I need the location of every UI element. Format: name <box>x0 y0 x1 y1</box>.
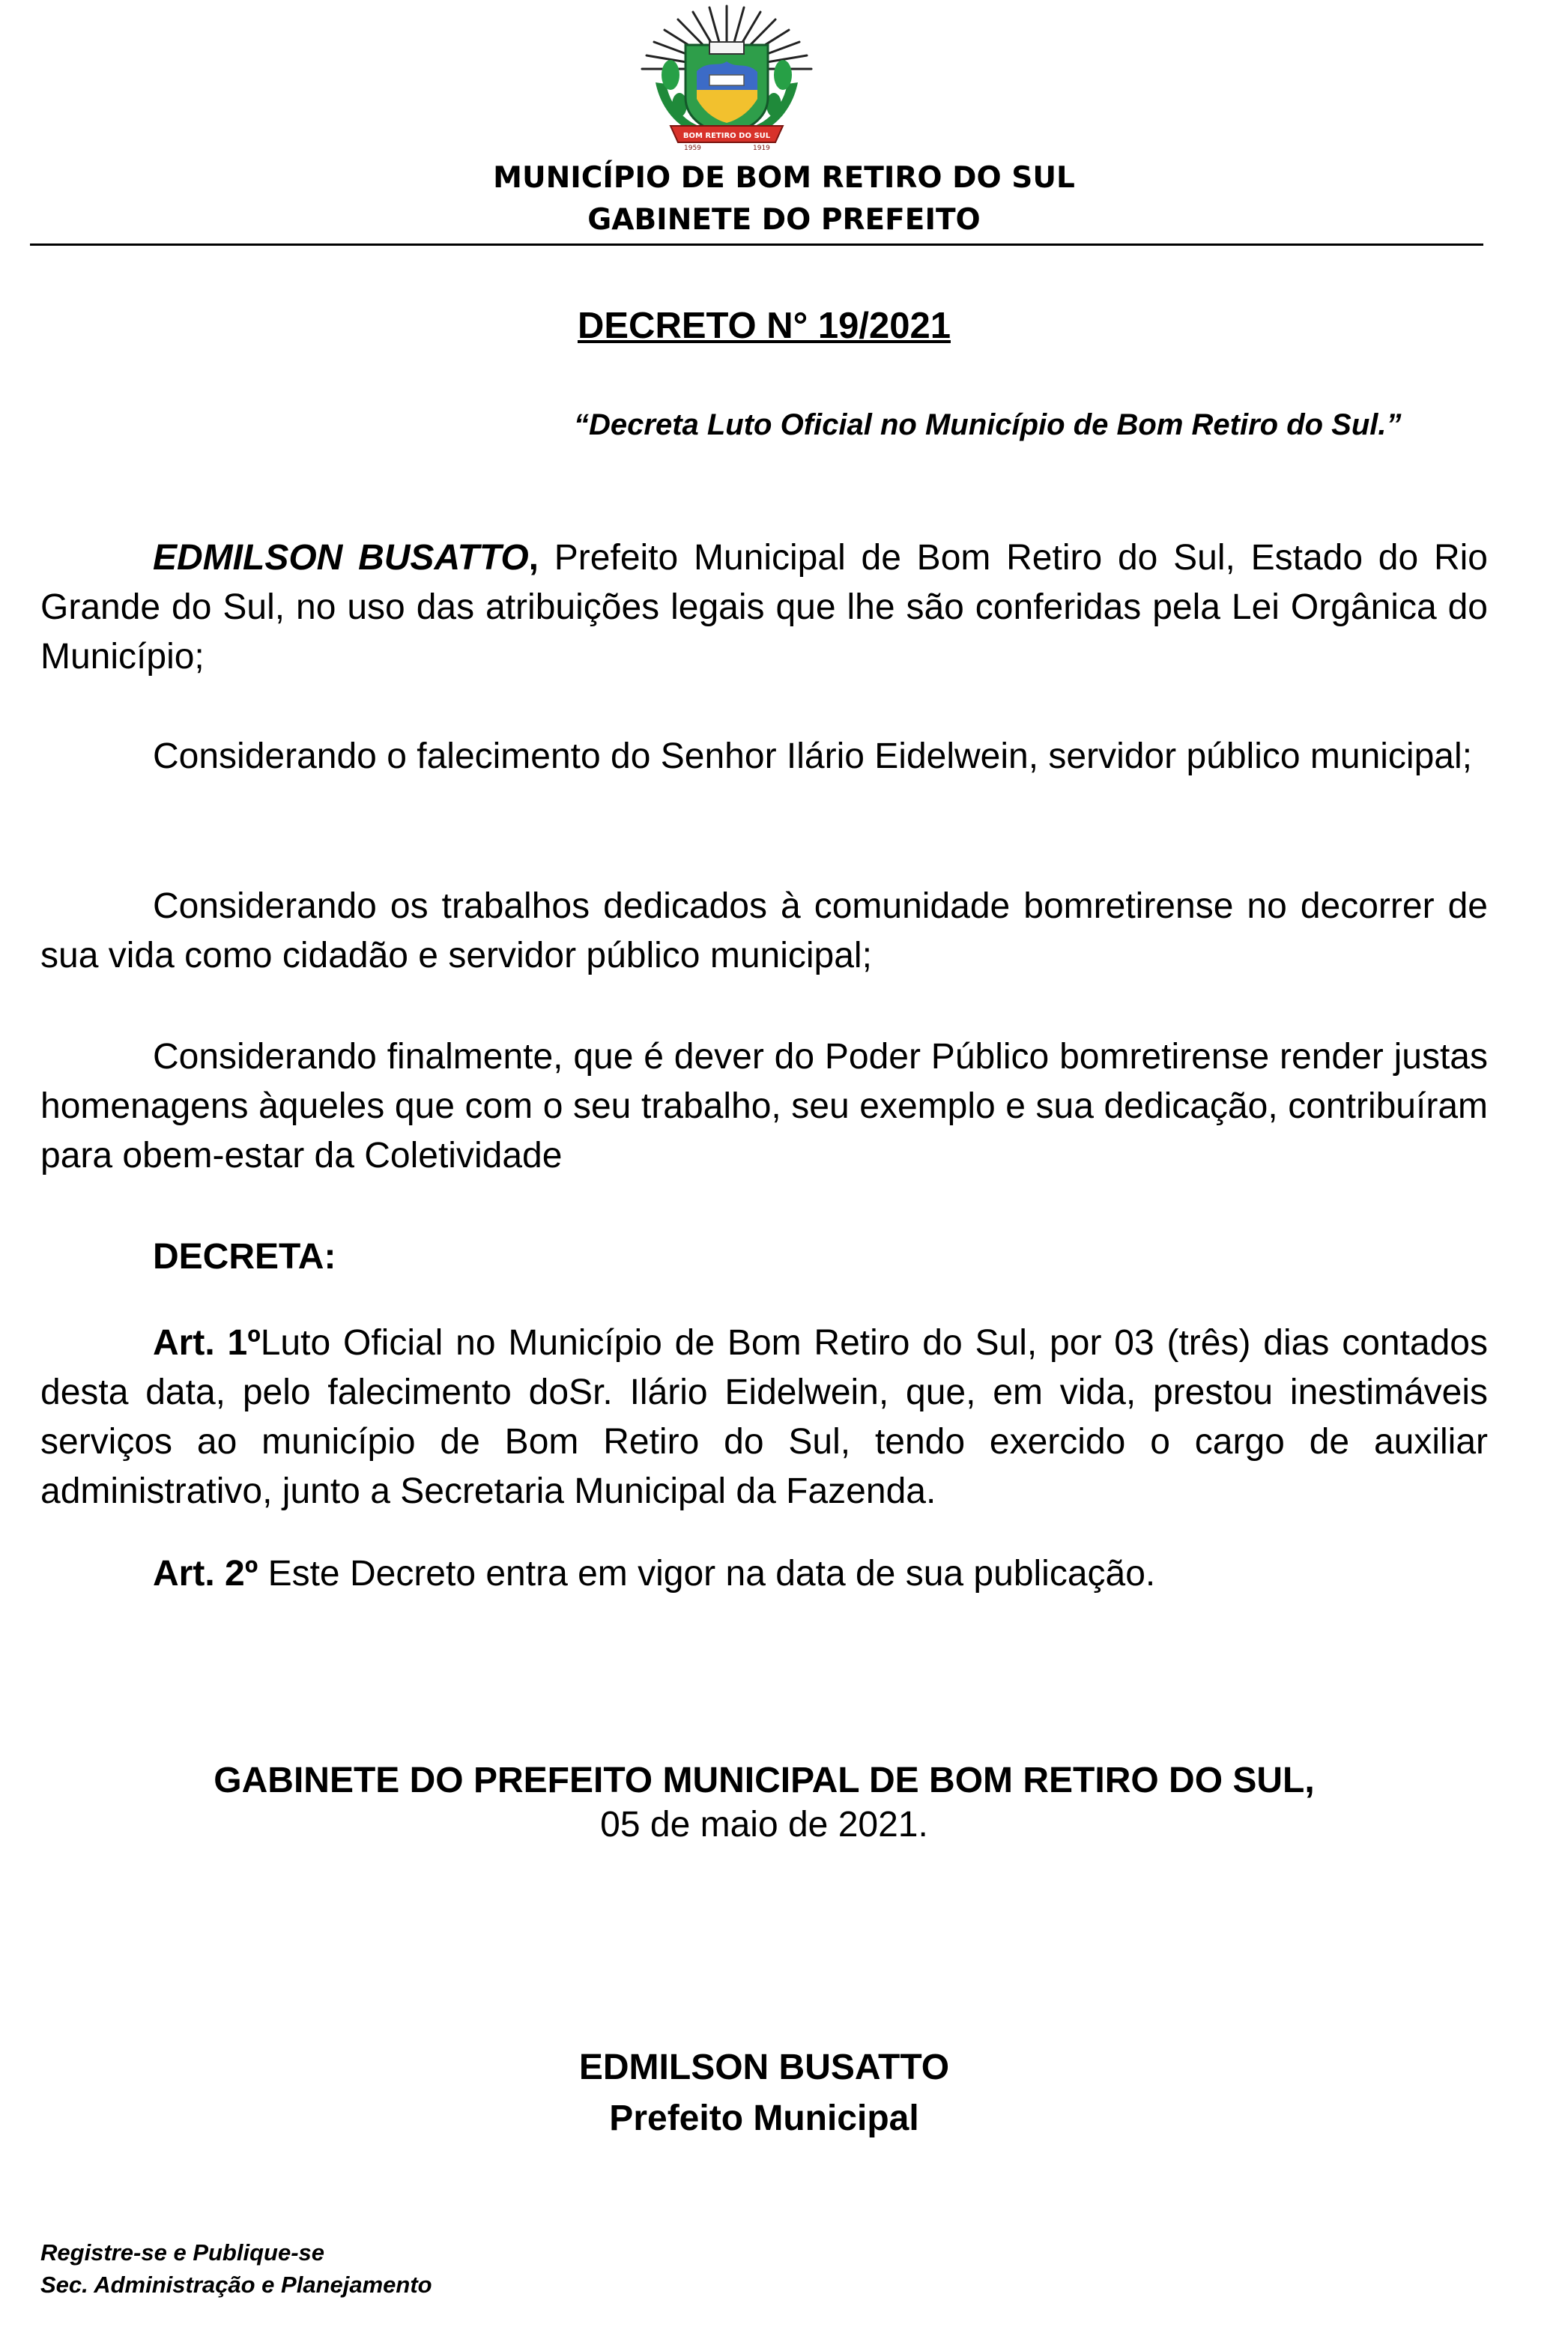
intro-text: Prefeito Municipal de Bom Retiro do Sul, Estado do Rio Grande do Sul, no uso das atribuições legais que lhe são conferidas pela Lei Orgânica do Município; <box>40 538 1488 677</box>
considerando-paragraph-3: Considerando finalmente, que é dever do Poder Público bomretirense render justas homenagens àqueles que com o seu trabalho, seu exemplo e sua dedicação, contribuíram para obem-estar da Coletividade <box>40 1037 1488 1175</box>
svg-text:BOM RETIRO DO SUL: BOM RETIRO DO SUL <box>682 132 771 140</box>
office-name: GABINETE DO PREFEITO <box>587 203 981 237</box>
article-1 <box>40 1319 1488 1516</box>
header-divider <box>30 243 1483 246</box>
considerando-paragraph-1: Considerando o falecimento do Senhor Ilário Eidelwein, servidor público municipal; <box>153 736 1472 776</box>
decreta-heading: DECRETA: <box>153 1237 336 1277</box>
mayor-name: EDMILSON BUSATTO <box>153 538 529 578</box>
considerando-paragraph-2: Considerando os trabalhos dedicados à comunidade bomretirense no decorrer de sua vida como cidadão e servidor público municipal; <box>40 886 1488 975</box>
closing-date: 05 de maio de 2021. <box>600 1805 928 1845</box>
svg-text:1919: 1919 <box>753 145 770 150</box>
article-1-text: Luto Oficial no Município de Bom Retiro do Sul, por 03 (três) dias contados desta data, pelo falecimento doSr. Ilário Eidelwein, que, em vida, prestou inestimáveis serviços ao município de Bom Retiro do Sul, tendo exercido o cargo de auxiliar administrativo, junto a Secretaria Municipal da Fazenda. <box>40 1323 1489 1511</box>
footer-line-2: Sec. Administração e Planejamento <box>40 2272 432 2298</box>
signature-name: EDMILSON BUSATTO <box>578 2048 950 2087</box>
decree-title: DECRETO N° 19/2021 <box>577 306 951 346</box>
signature-role: Prefeito Municipal <box>609 2099 919 2138</box>
article-1-label: Art. 1º <box>153 1323 261 1363</box>
closing-office: GABINETE DO PREFEITO MUNICIPAL DE BOM RETIRO DO SUL, <box>214 1761 1315 1800</box>
article-2-label: Art. 2º <box>153 1554 258 1594</box>
footer-note <box>40 2236 432 2301</box>
svg-text:1959: 1959 <box>684 145 701 150</box>
article-2-text: Este Decreto entra em vigor na data de sua publicação. <box>258 1554 1156 1594</box>
article-2 <box>40 1549 1488 1599</box>
coat-of-arms-logo <box>626 0 828 150</box>
footer-line-1: Registre-se e Publique-se <box>40 2239 325 2266</box>
decree-summary: “Decreta Luto Oficial no Município de Bom Retiro do Sul.” <box>574 408 1402 441</box>
intro-paragraph: EDMILSON BUSATTO, Prefeito Municipal de Bom Retiro do Sul, Estado do Rio Grande do Sul, no uso das atribuições legais que lhe são conferidas pela Lei Orgânica do Município; <box>40 538 1488 677</box>
municipality-name: MUNICÍPIO DE BOM RETIRO DO SUL <box>493 161 1075 195</box>
letterhead <box>0 157 1568 241</box>
